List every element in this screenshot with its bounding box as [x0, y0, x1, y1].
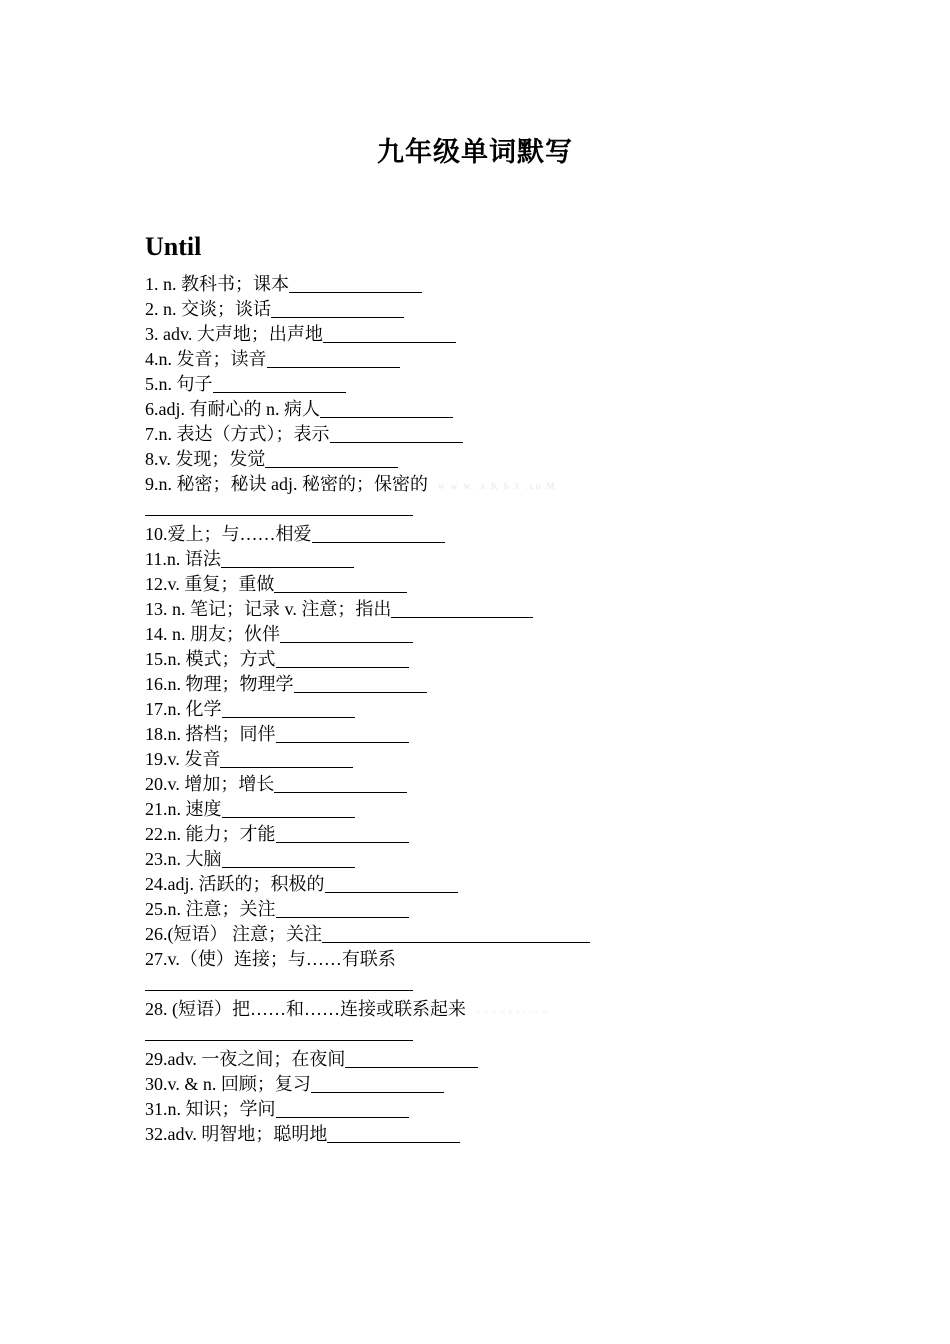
- item-prompt: 29.adv. 一夜之间；在夜间: [145, 1049, 346, 1069]
- answer-blank[interactable]: [391, 598, 533, 618]
- answer-blank[interactable]: [276, 823, 409, 843]
- item-prompt: 13. n. 笔记；记录 v. 注意；指出: [145, 599, 392, 619]
- answer-blank[interactable]: [327, 1123, 460, 1143]
- item-prompt: 7.n. 表达（方式）；表示: [145, 424, 330, 444]
- list-item: [145, 272, 865, 297]
- list-item: [145, 297, 865, 322]
- list-item: [145, 747, 865, 772]
- list-item: [145, 347, 865, 372]
- list-item: [145, 947, 865, 972]
- list-item: [145, 572, 865, 597]
- answer-blank[interactable]: [311, 1073, 444, 1093]
- answer-blank[interactable]: [145, 972, 413, 991]
- answer-blank[interactable]: [289, 273, 422, 293]
- item-prompt: 1. n. 教科书；课本: [145, 274, 289, 294]
- item-prompt: 30.v. & n. 回顾；复习: [145, 1074, 311, 1094]
- list-item: [145, 397, 865, 422]
- list-item: [145, 672, 865, 697]
- answer-blank[interactable]: [276, 898, 409, 918]
- list-item: [145, 1122, 865, 1147]
- list-item: [145, 1072, 865, 1097]
- watermark-text: w w w .x K b 1 .co M: [438, 481, 557, 491]
- item-prompt: 6.adj. 有耐心的 n. 病人: [145, 399, 320, 419]
- item-prompt: 25.n. 注意；关注: [145, 899, 276, 919]
- item-prompt: 10.爱上；与……相爱: [145, 524, 312, 544]
- answer-blank[interactable]: [276, 1098, 409, 1118]
- list-item: [145, 372, 865, 397]
- list-item: [145, 697, 865, 722]
- item-prompt: 12.v. 重复；重做: [145, 574, 275, 594]
- answer-blank[interactable]: [276, 723, 409, 743]
- vocabulary-list: [145, 272, 865, 1147]
- item-prompt: 18.n. 搭档；同伴: [145, 724, 276, 744]
- item-prompt: 17.n. 化学: [145, 699, 222, 719]
- list-item: [145, 997, 865, 1022]
- answer-blank[interactable]: [213, 373, 346, 393]
- item-prompt: 32.adv. 明智地；聪明地: [145, 1124, 328, 1144]
- item-prompt: 5.n. 句子: [145, 374, 213, 394]
- item-prompt: 2. n. 交谈；谈话: [145, 299, 271, 319]
- answer-blank[interactable]: [222, 698, 355, 718]
- list-item: [145, 847, 865, 872]
- answer-blank[interactable]: [220, 748, 353, 768]
- list-item: [145, 447, 865, 472]
- answer-blank[interactable]: [267, 348, 400, 368]
- item-prompt: 27.v.（使）连接；与……有联系: [145, 949, 396, 969]
- list-item: [145, 322, 865, 347]
- answer-blank[interactable]: [345, 1048, 478, 1068]
- answer-blank[interactable]: [325, 873, 458, 893]
- list-item: [145, 922, 865, 947]
- list-item: [145, 872, 865, 897]
- page-title: 九年级单词默写: [377, 137, 573, 167]
- list-item: [145, 797, 865, 822]
- item-prompt: 28. (短语）把……和……连接或联系起来: [145, 999, 466, 1019]
- item-prompt: 4.n. 发音；读音: [145, 349, 267, 369]
- answer-blank[interactable]: [145, 497, 413, 516]
- answer-blank[interactable]: [323, 323, 456, 343]
- list-item: [145, 1047, 865, 1072]
- section-heading: Until: [145, 232, 202, 261]
- answer-blank[interactable]: [312, 523, 445, 543]
- list-item: [145, 522, 865, 547]
- answer-blank[interactable]: [276, 648, 409, 668]
- item-prompt: 20.v. 增加；增长: [145, 774, 275, 794]
- item-prompt: 16.n. 物理；物理学: [145, 674, 294, 694]
- item-prompt: 31.n. 知识；学问: [145, 1099, 276, 1119]
- item-prompt: 15.n. 模式；方式: [145, 649, 276, 669]
- list-item: [145, 647, 865, 672]
- list-item: [145, 547, 865, 572]
- answer-blank[interactable]: [222, 848, 355, 868]
- list-item: [145, 822, 865, 847]
- watermark-text: w w w .x K b 1 .co M: [476, 1010, 549, 1016]
- list-item-continuation: [145, 972, 865, 997]
- list-item: [145, 622, 865, 647]
- list-item: [145, 772, 865, 797]
- item-prompt: 26.(短语） 注意；关注: [145, 924, 322, 944]
- item-prompt: 24.adj. 活跃的；积极的: [145, 874, 325, 894]
- list-item: [145, 472, 865, 497]
- answer-blank[interactable]: [145, 1022, 413, 1041]
- list-item: [145, 597, 865, 622]
- list-item: [145, 722, 865, 747]
- answer-blank[interactable]: [322, 923, 590, 943]
- item-prompt: 19.v. 发音: [145, 749, 221, 769]
- answer-blank[interactable]: [274, 773, 407, 793]
- answer-blank[interactable]: [221, 548, 354, 568]
- answer-blank[interactable]: [280, 623, 413, 643]
- answer-blank[interactable]: [330, 423, 463, 443]
- list-item-continuation: [145, 497, 865, 522]
- answer-blank[interactable]: [274, 573, 407, 593]
- item-prompt: 22.n. 能力；才能: [145, 824, 276, 844]
- item-prompt: 11.n. 语法: [145, 549, 221, 569]
- list-item: [145, 897, 865, 922]
- item-prompt: 8.v. 发现；发觉: [145, 449, 266, 469]
- item-prompt: 9.n. 秘密；秘诀 adj. 秘密的；保密的: [145, 474, 428, 494]
- item-prompt: 3. adv. 大声地；出声地: [145, 324, 323, 344]
- list-item: [145, 422, 865, 447]
- item-prompt: 14. n. 朋友；伙伴: [145, 624, 280, 644]
- item-prompt: 21.n. 速度: [145, 799, 222, 819]
- answer-blank[interactable]: [222, 798, 355, 818]
- answer-blank[interactable]: [271, 298, 404, 318]
- answer-blank[interactable]: [294, 673, 427, 693]
- item-prompt: 23.n. 大脑: [145, 849, 222, 869]
- answer-blank[interactable]: [320, 398, 453, 418]
- answer-blank[interactable]: [265, 448, 398, 468]
- list-item: [145, 1097, 865, 1122]
